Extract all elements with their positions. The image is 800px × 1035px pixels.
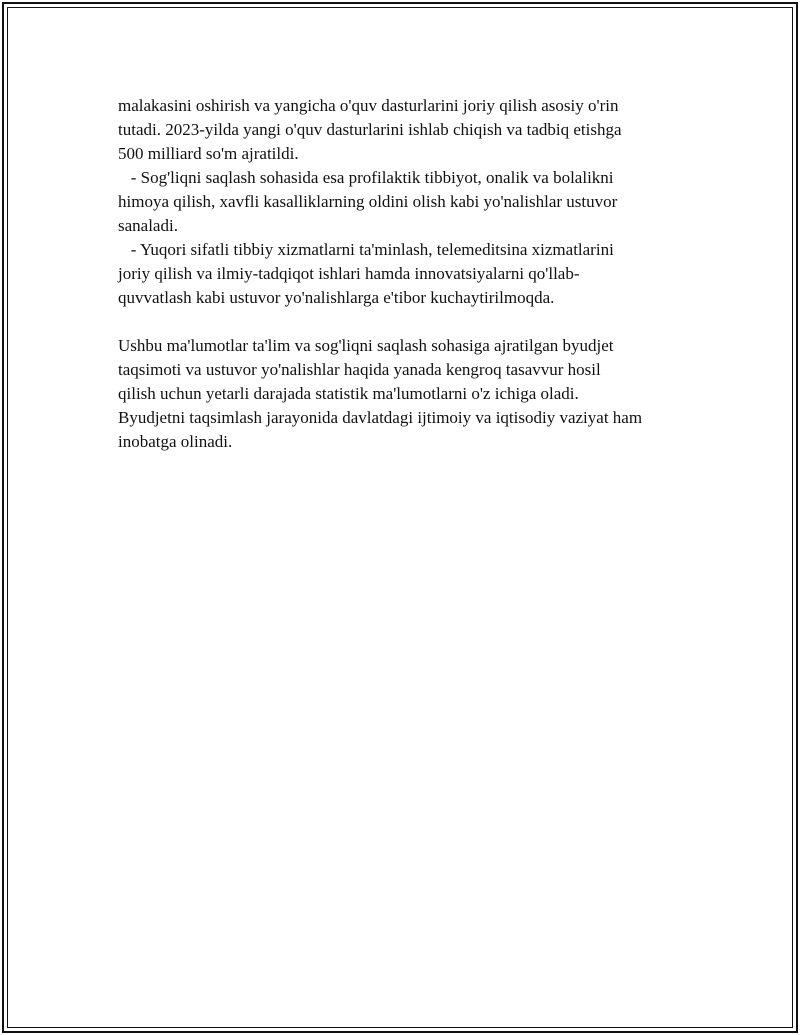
text-line: tutadi. 2023-yilda yangi o'quv dasturlarini ishlab chiqish va tadbiq etishga (118, 120, 622, 139)
text-line: joriy qilish va ilmiy-tadqiqot ishlari hamda innovatsiyalarni qo'llab- (118, 264, 580, 283)
paragraph-gap (118, 310, 698, 334)
text-line: inobatga olinadi. (118, 432, 233, 451)
text-line: Byudjetni taqsimlash jarayonida davlatdagi ijtimoiy va iqtisodiy vaziyat ham (118, 408, 643, 427)
text-line: sanaladi. (118, 216, 178, 235)
text-line: 500 milliard so'm ajratildi. (118, 144, 299, 163)
text-line: malakasini oshirish va yangicha o'quv dasturlarini joriy qilish asosiy o'rin (118, 96, 619, 115)
text-block-1 (118, 94, 698, 310)
document-body (118, 94, 698, 454)
text-line: qilish uchun yetarli darajada statistik ma'lumotlarni o'z ichiga oladi. (118, 384, 579, 403)
text-block-2 (118, 334, 698, 454)
text-line: - Sog'liqni saqlash sohasida esa profilaktik tibbiyot, onalik va bolalikni (118, 168, 614, 187)
text-line: quvvatlash kabi ustuvor yo'nalishlarga e'tibor kuchaytirilmoqda. (118, 288, 555, 307)
text-line: himoya qilish, xavfli kasalliklarning oldini olish kabi yo'nalishlar ustuvor (118, 192, 618, 211)
text-line: taqsimoti va ustuvor yo'nalishlar haqida yanada kengroq tasavvur hosil (118, 360, 601, 379)
text-line: - Yuqori sifatli tibbiy xizmatlarni ta'minlash, telemeditsina xizmatlarini (118, 240, 614, 259)
text-line: Ushbu ma'lumotlar ta'lim va sog'liqni saqlash sohasiga ajratilgan byudjet (118, 336, 614, 355)
